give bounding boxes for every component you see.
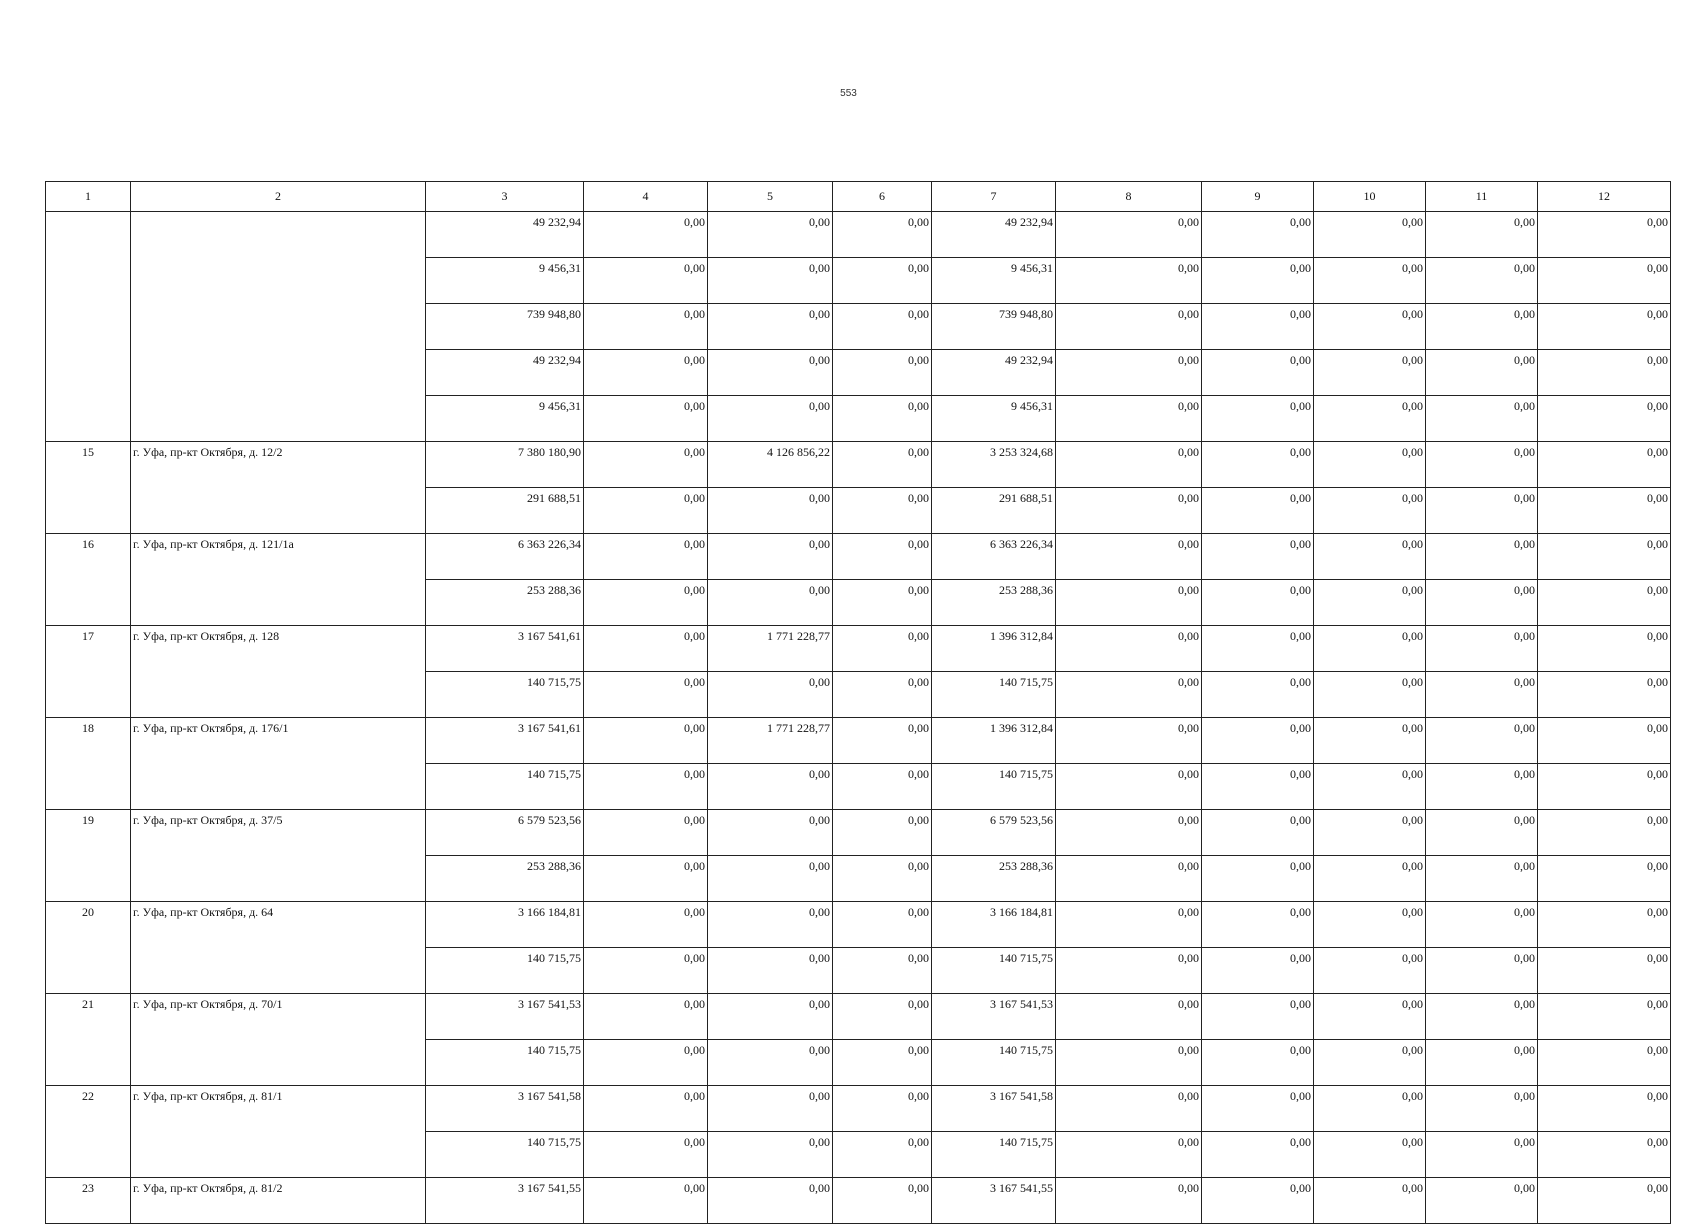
address-cell: г. Уфа, пр-кт Октября, д. 176/1 <box>131 718 426 810</box>
value-cell-col-9: 0,00 <box>1202 1040 1314 1086</box>
row-index: 19 <box>46 810 131 902</box>
value-cell-col-7: 6 363 226,34 <box>932 534 1056 580</box>
value-cell-col-12: 0,00 <box>1538 626 1671 672</box>
value-cell-col-7: 253 288,36 <box>932 580 1056 626</box>
value-cell-col-11: 0,00 <box>1426 304 1538 350</box>
value-cell-col-12: 0,00 <box>1538 856 1671 902</box>
value-cell-col-6: 0,00 <box>833 212 932 258</box>
value-cell-col-5: 0,00 <box>708 580 833 626</box>
value-cell-col-4: 0,00 <box>584 396 708 442</box>
value-cell-col-3: 6 579 523,56 <box>426 810 584 856</box>
value-cell-col-8: 0,00 <box>1056 626 1202 672</box>
table-row <box>46 718 1671 764</box>
value-cell-col-11: 0,00 <box>1426 396 1538 442</box>
value-cell-col-5: 0,00 <box>708 810 833 856</box>
value-cell-col-10: 0,00 <box>1314 442 1426 488</box>
value-cell-col-12: 0,00 <box>1538 994 1671 1040</box>
value-cell-col-6: 0,00 <box>833 810 932 856</box>
value-cell-col-7: 140 715,75 <box>932 672 1056 718</box>
value-cell-col-8: 0,00 <box>1056 258 1202 304</box>
value-cell-col-12: 0,00 <box>1538 1086 1671 1132</box>
row-index: 16 <box>46 534 131 626</box>
value-cell-col-4: 0,00 <box>584 810 708 856</box>
value-cell-col-9: 0,00 <box>1202 948 1314 994</box>
value-cell-col-4: 0,00 <box>584 580 708 626</box>
value-cell-col-5: 0,00 <box>708 994 833 1040</box>
value-cell-col-4: 0,00 <box>584 1086 708 1132</box>
value-cell-col-9: 0,00 <box>1202 764 1314 810</box>
value-cell-col-5: 0,00 <box>708 396 833 442</box>
value-cell-col-8: 0,00 <box>1056 304 1202 350</box>
value-cell-col-10: 0,00 <box>1314 488 1426 534</box>
value-cell-col-6: 0,00 <box>833 442 932 488</box>
value-cell-col-6: 0,00 <box>833 718 932 764</box>
address-cell: г. Уфа, пр-кт Октября, д. 81/1 <box>131 1086 426 1178</box>
value-cell-col-3: 3 167 541,61 <box>426 718 584 764</box>
value-cell-col-7: 9 456,31 <box>932 258 1056 304</box>
value-cell-col-10: 0,00 <box>1314 212 1426 258</box>
table-row <box>46 810 1671 856</box>
value-cell-col-12: 0,00 <box>1538 1178 1671 1224</box>
value-cell-col-8: 0,00 <box>1056 718 1202 764</box>
value-cell-col-11: 0,00 <box>1426 948 1538 994</box>
value-cell-col-6: 0,00 <box>833 580 932 626</box>
value-cell-col-9: 0,00 <box>1202 534 1314 580</box>
value-cell-col-4: 0,00 <box>584 718 708 764</box>
value-cell-col-6: 0,00 <box>833 1132 932 1178</box>
value-cell-col-3: 140 715,75 <box>426 1132 584 1178</box>
value-cell-col-12: 0,00 <box>1538 488 1671 534</box>
value-cell-col-12: 0,00 <box>1538 764 1671 810</box>
row-index <box>46 212 131 442</box>
value-cell-col-7: 253 288,36 <box>932 856 1056 902</box>
value-cell-col-11: 0,00 <box>1426 580 1538 626</box>
value-cell-col-6: 0,00 <box>833 304 932 350</box>
value-cell-col-3: 49 232,94 <box>426 350 584 396</box>
column-header-1: 1 <box>46 182 131 212</box>
table-row <box>46 626 1671 672</box>
value-cell-col-7: 1 396 312,84 <box>932 718 1056 764</box>
value-cell-col-8: 0,00 <box>1056 1132 1202 1178</box>
value-cell-col-11: 0,00 <box>1426 1040 1538 1086</box>
value-cell-col-12: 0,00 <box>1538 304 1671 350</box>
value-cell-col-9: 0,00 <box>1202 488 1314 534</box>
value-cell-col-11: 0,00 <box>1426 1086 1538 1132</box>
address-cell: г. Уфа, пр-кт Октября, д. 64 <box>131 902 426 994</box>
row-index: 18 <box>46 718 131 810</box>
value-cell-col-8: 0,00 <box>1056 350 1202 396</box>
value-cell-col-9: 0,00 <box>1202 580 1314 626</box>
column-header-11: 11 <box>1426 182 1538 212</box>
value-cell-col-7: 739 948,80 <box>932 304 1056 350</box>
value-cell-col-6: 0,00 <box>833 994 932 1040</box>
value-cell-col-11: 0,00 <box>1426 856 1538 902</box>
value-cell-col-7: 6 579 523,56 <box>932 810 1056 856</box>
column-header-9: 9 <box>1202 182 1314 212</box>
value-cell-col-8: 0,00 <box>1056 764 1202 810</box>
row-index: 23 <box>46 1178 131 1224</box>
value-cell-col-3: 3 167 541,61 <box>426 626 584 672</box>
value-cell-col-10: 0,00 <box>1314 994 1426 1040</box>
value-cell-col-6: 0,00 <box>833 764 932 810</box>
value-cell-col-7: 49 232,94 <box>932 212 1056 258</box>
value-cell-col-3: 9 456,31 <box>426 396 584 442</box>
value-cell-col-12: 0,00 <box>1538 948 1671 994</box>
value-cell-col-7: 3 166 184,81 <box>932 902 1056 948</box>
table-row <box>46 1178 1671 1224</box>
column-header-8: 8 <box>1056 182 1202 212</box>
value-cell-col-10: 0,00 <box>1314 902 1426 948</box>
value-cell-col-3: 7 380 180,90 <box>426 442 584 488</box>
row-index: 22 <box>46 1086 131 1178</box>
value-cell-col-6: 0,00 <box>833 396 932 442</box>
value-cell-col-10: 0,00 <box>1314 810 1426 856</box>
value-cell-col-4: 0,00 <box>584 258 708 304</box>
value-cell-col-5: 0,00 <box>708 534 833 580</box>
value-cell-col-11: 0,00 <box>1426 994 1538 1040</box>
value-cell-col-8: 0,00 <box>1056 1086 1202 1132</box>
value-cell-col-3: 253 288,36 <box>426 580 584 626</box>
address-cell: г. Уфа, пр-кт Октября, д. 81/2 <box>131 1178 426 1224</box>
value-cell-col-10: 0,00 <box>1314 1040 1426 1086</box>
value-cell-col-7: 1 396 312,84 <box>932 626 1056 672</box>
value-cell-col-4: 0,00 <box>584 442 708 488</box>
value-cell-col-8: 0,00 <box>1056 488 1202 534</box>
value-cell-col-8: 0,00 <box>1056 948 1202 994</box>
value-cell-col-8: 0,00 <box>1056 1040 1202 1086</box>
column-header-2: 2 <box>131 182 426 212</box>
value-cell-col-9: 0,00 <box>1202 994 1314 1040</box>
value-cell-col-9: 0,00 <box>1202 672 1314 718</box>
table-header <box>46 182 1671 212</box>
table-row <box>46 902 1671 948</box>
value-cell-col-6: 0,00 <box>833 626 932 672</box>
column-header-4: 4 <box>584 182 708 212</box>
value-cell-col-5: 0,00 <box>708 856 833 902</box>
value-cell-col-10: 0,00 <box>1314 718 1426 764</box>
value-cell-col-12: 0,00 <box>1538 534 1671 580</box>
value-cell-col-12: 0,00 <box>1538 672 1671 718</box>
value-cell-col-10: 0,00 <box>1314 626 1426 672</box>
column-header-5: 5 <box>708 182 833 212</box>
value-cell-col-4: 0,00 <box>584 1132 708 1178</box>
value-cell-col-4: 0,00 <box>584 304 708 350</box>
value-cell-col-5: 0,00 <box>708 488 833 534</box>
value-cell-col-7: 140 715,75 <box>932 948 1056 994</box>
value-cell-col-3: 3 167 541,53 <box>426 994 584 1040</box>
value-cell-col-12: 0,00 <box>1538 396 1671 442</box>
value-cell-col-11: 0,00 <box>1426 1132 1538 1178</box>
value-cell-col-10: 0,00 <box>1314 764 1426 810</box>
value-cell-col-12: 0,00 <box>1538 212 1671 258</box>
value-cell-col-7: 9 456,31 <box>932 396 1056 442</box>
value-cell-col-3: 49 232,94 <box>426 212 584 258</box>
value-cell-col-5: 0,00 <box>708 764 833 810</box>
address-cell: г. Уфа, пр-кт Октября, д. 37/5 <box>131 810 426 902</box>
value-cell-col-6: 0,00 <box>833 350 932 396</box>
value-cell-col-5: 0,00 <box>708 1040 833 1086</box>
column-header-12: 12 <box>1538 182 1671 212</box>
value-cell-col-8: 0,00 <box>1056 212 1202 258</box>
value-cell-col-8: 0,00 <box>1056 902 1202 948</box>
value-cell-col-6: 0,00 <box>833 1178 932 1224</box>
value-cell-col-6: 0,00 <box>833 672 932 718</box>
value-cell-col-9: 0,00 <box>1202 810 1314 856</box>
value-cell-col-11: 0,00 <box>1426 534 1538 580</box>
address-cell <box>131 212 426 442</box>
value-cell-col-9: 0,00 <box>1202 902 1314 948</box>
value-cell-col-9: 0,00 <box>1202 1086 1314 1132</box>
value-cell-col-5: 0,00 <box>708 212 833 258</box>
value-cell-col-11: 0,00 <box>1426 718 1538 764</box>
value-cell-col-3: 6 363 226,34 <box>426 534 584 580</box>
row-index: 21 <box>46 994 131 1086</box>
value-cell-col-12: 0,00 <box>1538 580 1671 626</box>
value-cell-col-5: 0,00 <box>708 672 833 718</box>
value-cell-col-8: 0,00 <box>1056 856 1202 902</box>
address-cell: г. Уфа, пр-кт Октября, д. 121/1а <box>131 534 426 626</box>
value-cell-col-4: 0,00 <box>584 672 708 718</box>
value-cell-col-9: 0,00 <box>1202 212 1314 258</box>
value-cell-col-9: 0,00 <box>1202 1178 1314 1224</box>
value-cell-col-9: 0,00 <box>1202 442 1314 488</box>
value-cell-col-9: 0,00 <box>1202 396 1314 442</box>
value-cell-col-6: 0,00 <box>833 948 932 994</box>
value-cell-col-10: 0,00 <box>1314 948 1426 994</box>
value-cell-col-10: 0,00 <box>1314 1178 1426 1224</box>
value-cell-col-6: 0,00 <box>833 488 932 534</box>
table-row <box>46 994 1671 1040</box>
value-cell-col-9: 0,00 <box>1202 258 1314 304</box>
value-cell-col-7: 140 715,75 <box>932 1040 1056 1086</box>
value-cell-col-4: 0,00 <box>584 212 708 258</box>
value-cell-col-5: 0,00 <box>708 258 833 304</box>
page-number: 553 <box>840 88 857 99</box>
value-cell-col-11: 0,00 <box>1426 810 1538 856</box>
value-cell-col-5: 0,00 <box>708 902 833 948</box>
value-cell-col-10: 0,00 <box>1314 258 1426 304</box>
value-cell-col-3: 140 715,75 <box>426 1040 584 1086</box>
value-cell-col-12: 0,00 <box>1538 258 1671 304</box>
value-cell-col-7: 140 715,75 <box>932 1132 1056 1178</box>
value-cell-col-12: 0,00 <box>1538 718 1671 764</box>
value-cell-col-3: 140 715,75 <box>426 948 584 994</box>
column-header-7: 7 <box>932 182 1056 212</box>
value-cell-col-8: 0,00 <box>1056 994 1202 1040</box>
value-cell-col-3: 291 688,51 <box>426 488 584 534</box>
value-cell-col-4: 0,00 <box>584 948 708 994</box>
table-row <box>46 1086 1671 1132</box>
value-cell-col-5: 0,00 <box>708 350 833 396</box>
value-cell-col-12: 0,00 <box>1538 902 1671 948</box>
value-cell-col-5: 0,00 <box>708 304 833 350</box>
value-cell-col-6: 0,00 <box>833 534 932 580</box>
value-cell-col-12: 0,00 <box>1538 1132 1671 1178</box>
value-cell-col-4: 0,00 <box>584 902 708 948</box>
column-header-10: 10 <box>1314 182 1426 212</box>
value-cell-col-10: 0,00 <box>1314 396 1426 442</box>
value-cell-col-6: 0,00 <box>833 1040 932 1086</box>
value-cell-col-11: 0,00 <box>1426 1178 1538 1224</box>
value-cell-col-4: 0,00 <box>584 1178 708 1224</box>
column-header-3: 3 <box>426 182 584 212</box>
value-cell-col-11: 0,00 <box>1426 258 1538 304</box>
row-index: 20 <box>46 902 131 994</box>
value-cell-col-8: 0,00 <box>1056 810 1202 856</box>
value-cell-col-7: 49 232,94 <box>932 350 1056 396</box>
value-cell-col-9: 0,00 <box>1202 856 1314 902</box>
value-cell-col-10: 0,00 <box>1314 1086 1426 1132</box>
value-cell-col-8: 0,00 <box>1056 396 1202 442</box>
value-cell-col-5: 1 771 228,77 <box>708 626 833 672</box>
value-cell-col-3: 140 715,75 <box>426 672 584 718</box>
value-cell-col-5: 0,00 <box>708 948 833 994</box>
value-cell-col-10: 0,00 <box>1314 580 1426 626</box>
value-cell-col-5: 0,00 <box>708 1132 833 1178</box>
value-cell-col-5: 0,00 <box>708 1178 833 1224</box>
value-cell-col-3: 3 167 541,58 <box>426 1086 584 1132</box>
data-table <box>45 181 1671 1224</box>
value-cell-col-11: 0,00 <box>1426 672 1538 718</box>
value-cell-col-9: 0,00 <box>1202 350 1314 396</box>
value-cell-col-11: 0,00 <box>1426 442 1538 488</box>
value-cell-col-4: 0,00 <box>584 350 708 396</box>
value-cell-col-5: 1 771 228,77 <box>708 718 833 764</box>
value-cell-col-5: 0,00 <box>708 1086 833 1132</box>
value-cell-col-3: 739 948,80 <box>426 304 584 350</box>
value-cell-col-4: 0,00 <box>584 488 708 534</box>
value-cell-col-9: 0,00 <box>1202 718 1314 764</box>
value-cell-col-9: 0,00 <box>1202 304 1314 350</box>
value-cell-col-10: 0,00 <box>1314 304 1426 350</box>
table-body <box>46 212 1671 1224</box>
address-cell: г. Уфа, пр-кт Октября, д. 128 <box>131 626 426 718</box>
value-cell-col-4: 0,00 <box>584 626 708 672</box>
row-index: 17 <box>46 626 131 718</box>
table-row <box>46 534 1671 580</box>
value-cell-col-6: 0,00 <box>833 902 932 948</box>
value-cell-col-10: 0,00 <box>1314 856 1426 902</box>
value-cell-col-12: 0,00 <box>1538 1040 1671 1086</box>
value-cell-col-10: 0,00 <box>1314 1132 1426 1178</box>
value-cell-col-11: 0,00 <box>1426 764 1538 810</box>
value-cell-col-12: 0,00 <box>1538 442 1671 488</box>
address-cell: г. Уфа, пр-кт Октября, д. 70/1 <box>131 994 426 1086</box>
value-cell-col-10: 0,00 <box>1314 534 1426 580</box>
value-cell-col-8: 0,00 <box>1056 580 1202 626</box>
value-cell-col-5: 4 126 856,22 <box>708 442 833 488</box>
value-cell-col-9: 0,00 <box>1202 1132 1314 1178</box>
value-cell-col-11: 0,00 <box>1426 350 1538 396</box>
value-cell-col-6: 0,00 <box>833 1086 932 1132</box>
value-cell-col-4: 0,00 <box>584 994 708 1040</box>
value-cell-col-6: 0,00 <box>833 856 932 902</box>
value-cell-col-10: 0,00 <box>1314 672 1426 718</box>
value-cell-col-11: 0,00 <box>1426 488 1538 534</box>
value-cell-col-3: 9 456,31 <box>426 258 584 304</box>
row-index: 15 <box>46 442 131 534</box>
value-cell-col-9: 0,00 <box>1202 626 1314 672</box>
table-row <box>46 212 1671 258</box>
value-cell-col-12: 0,00 <box>1538 350 1671 396</box>
value-cell-col-7: 3 167 541,58 <box>932 1086 1056 1132</box>
value-cell-col-10: 0,00 <box>1314 350 1426 396</box>
value-cell-col-11: 0,00 <box>1426 626 1538 672</box>
value-cell-col-7: 3 253 324,68 <box>932 442 1056 488</box>
value-cell-col-4: 0,00 <box>584 856 708 902</box>
value-cell-col-7: 291 688,51 <box>932 488 1056 534</box>
value-cell-col-4: 0,00 <box>584 1040 708 1086</box>
value-cell-col-8: 0,00 <box>1056 672 1202 718</box>
column-header-6: 6 <box>833 182 932 212</box>
value-cell-col-8: 0,00 <box>1056 1178 1202 1224</box>
table-row <box>46 442 1671 488</box>
value-cell-col-12: 0,00 <box>1538 810 1671 856</box>
value-cell-col-7: 140 715,75 <box>932 764 1056 810</box>
header-row <box>46 182 1671 212</box>
address-cell: г. Уфа, пр-кт Октября, д. 12/2 <box>131 442 426 534</box>
value-cell-col-3: 3 166 184,81 <box>426 902 584 948</box>
value-cell-col-3: 140 715,75 <box>426 764 584 810</box>
value-cell-col-8: 0,00 <box>1056 442 1202 488</box>
value-cell-col-11: 0,00 <box>1426 212 1538 258</box>
value-cell-col-8: 0,00 <box>1056 534 1202 580</box>
value-cell-col-4: 0,00 <box>584 534 708 580</box>
value-cell-col-7: 3 167 541,53 <box>932 994 1056 1040</box>
value-cell-col-7: 3 167 541,55 <box>932 1178 1056 1224</box>
value-cell-col-6: 0,00 <box>833 258 932 304</box>
value-cell-col-4: 0,00 <box>584 764 708 810</box>
value-cell-col-11: 0,00 <box>1426 902 1538 948</box>
value-cell-col-3: 3 167 541,55 <box>426 1178 584 1224</box>
value-cell-col-3: 253 288,36 <box>426 856 584 902</box>
